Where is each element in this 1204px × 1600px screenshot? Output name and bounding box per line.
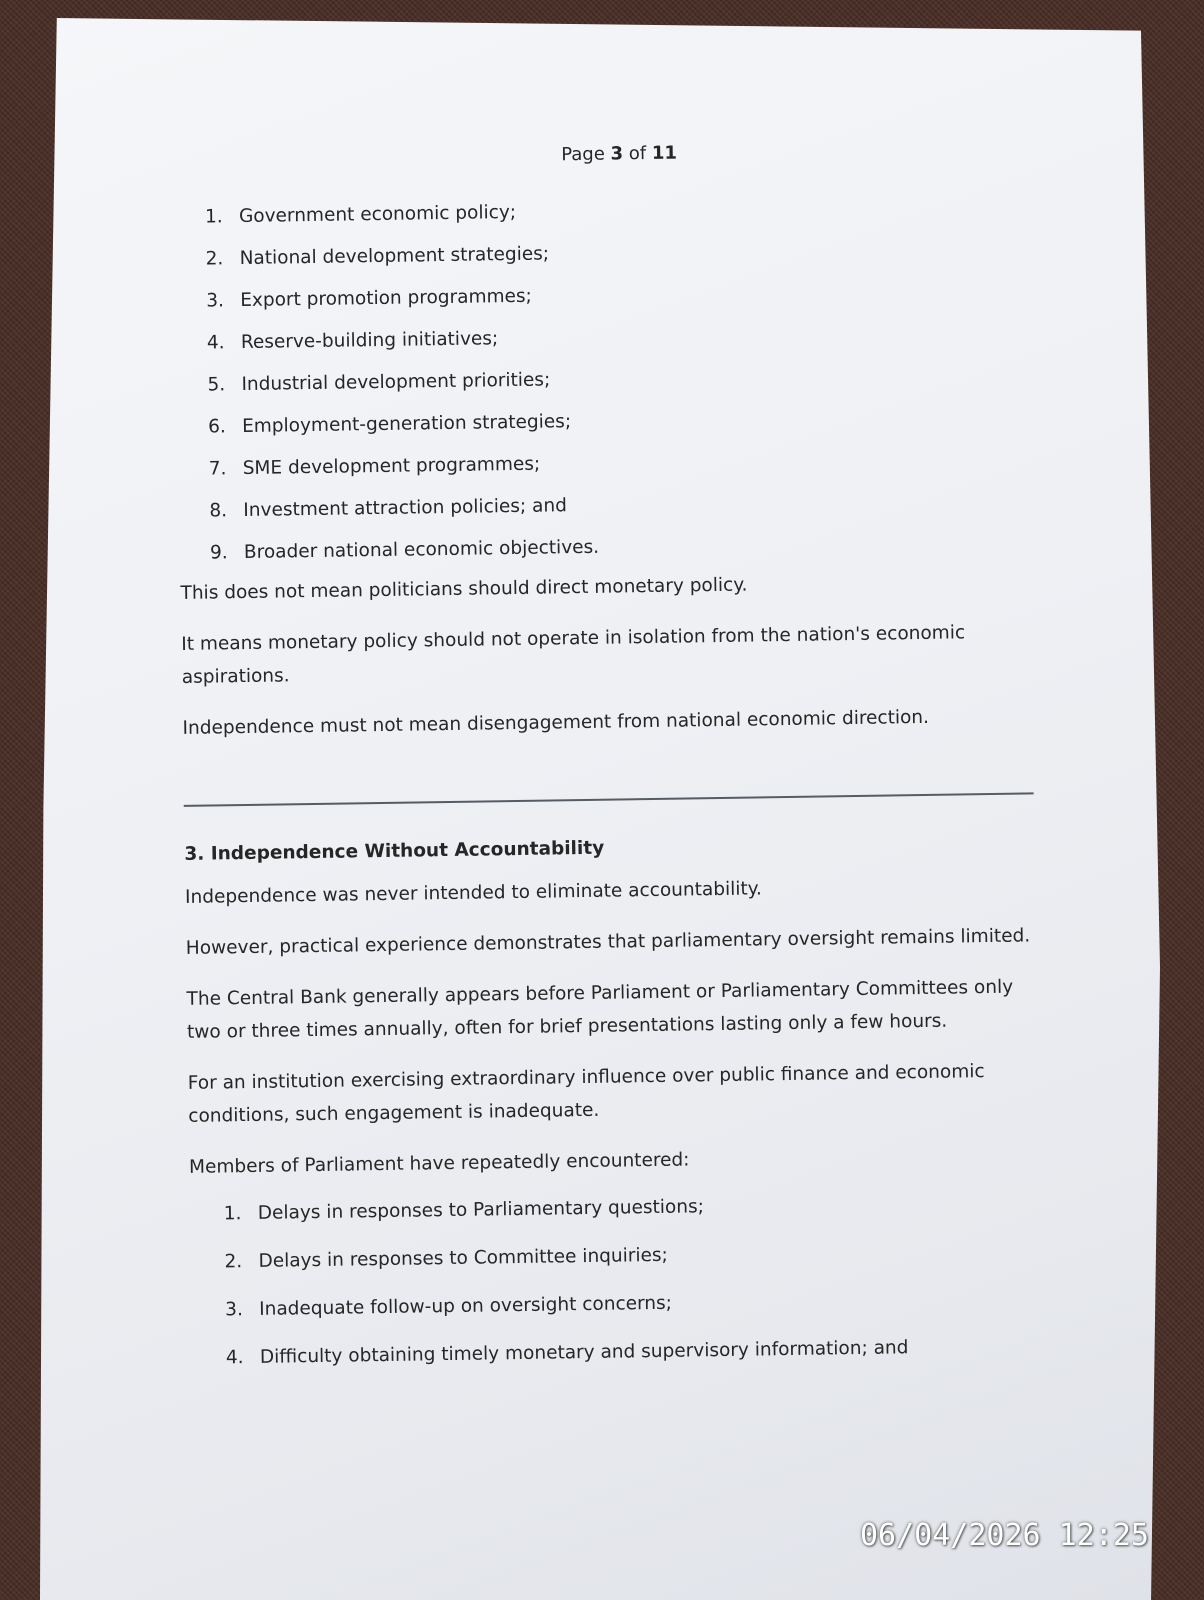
list-item [224,1189,1040,1227]
list-item [208,404,1028,437]
list-item-text: Delays in responses to Committee inquiries; [258,1244,668,1272]
list-item [209,488,1029,521]
page-content [174,137,1042,1393]
list-item [210,530,1030,563]
list-item-number: 3. [225,1299,244,1321]
list-item-number: 2. [205,248,224,270]
list-item [207,362,1027,395]
list-item-number: 4. [225,1347,244,1369]
list-item-number: 6. [207,416,226,438]
paragraph: Members of Parliament have repeatedly encountered: [188,1149,690,1178]
list-item-number: 3. [206,290,225,312]
list-item-text: Government economic policy; [238,201,517,228]
list-item-number: 2. [224,1251,243,1273]
list-item [224,1237,1040,1275]
list-item-number: 9. [209,542,228,564]
list-item-text: National development strategies; [239,243,550,270]
list-item-number: 1. [204,206,223,228]
list-item-text: Delays in responses to Parliamentary questions; [257,1196,705,1224]
page-current: 3 [610,143,624,165]
list-item-text: Broader national economic objectives. [243,536,600,564]
list-item [209,446,1029,479]
list-item-text: Inadequate follow-up on oversight concerns; [259,1292,673,1320]
list-item [206,278,1026,311]
page-word: Page [561,143,605,166]
section-heading: 3. Independence Without Accountability [184,837,605,865]
paragraph: For an institution exercising extraordinary influence over public finance and economic conditions, such engagement is inadequate. [187,1061,985,1127]
section-divider [184,792,1034,807]
list-item-text: Industrial development priorities; [241,369,551,396]
paragraph: It means monetary policy should not operate in isolation from the nation's economic aspirations. [181,622,966,688]
oversight-issues-list [190,1189,1042,1372]
paragraph: The Central Bank generally appears before Parliament or Parliamentary Committees only two or three times annually, often for brief presentations lasting only a few hours. [186,976,1014,1043]
list-item-text: Export promotion programmes; [240,285,532,312]
list-item-text: Reserve-building initiatives; [240,328,499,354]
list-item [226,1333,1042,1371]
list-item-text: SME development programmes; [242,453,541,480]
list-item-text: Difficulty obtaining timely monetary and supervisory information; and [259,1337,909,1368]
list-item-text: Employment-generation strategies; [241,411,572,438]
list-item [207,320,1027,353]
list-item-number: 8. [209,500,228,522]
paragraph: This does not mean politicians should direct monetary policy. [180,574,748,604]
page-total: 11 [651,142,678,164]
photo-timestamp: 06/04/2026 12:25 [860,1518,1149,1553]
list-item-text: Investment attraction policies; and [243,495,568,522]
economic-objectives-list [175,194,1030,564]
paragraph: Independence must not mean disengagement from national economic direction. [182,706,930,739]
paragraph: Independence was never intended to eliminate accountability. [184,878,763,908]
list-item [225,1285,1041,1323]
list-item-number: 5. [207,374,226,396]
list-item-number: 1. [223,1203,242,1225]
list-item [205,194,1025,227]
paragraph: However, practical experience demonstrates that parliamentary oversight remains limited. [185,925,1031,959]
list-item [205,236,1025,269]
list-item-number: 4. [206,332,225,354]
page-of: of [628,142,647,165]
list-item-number: 7. [208,458,227,480]
